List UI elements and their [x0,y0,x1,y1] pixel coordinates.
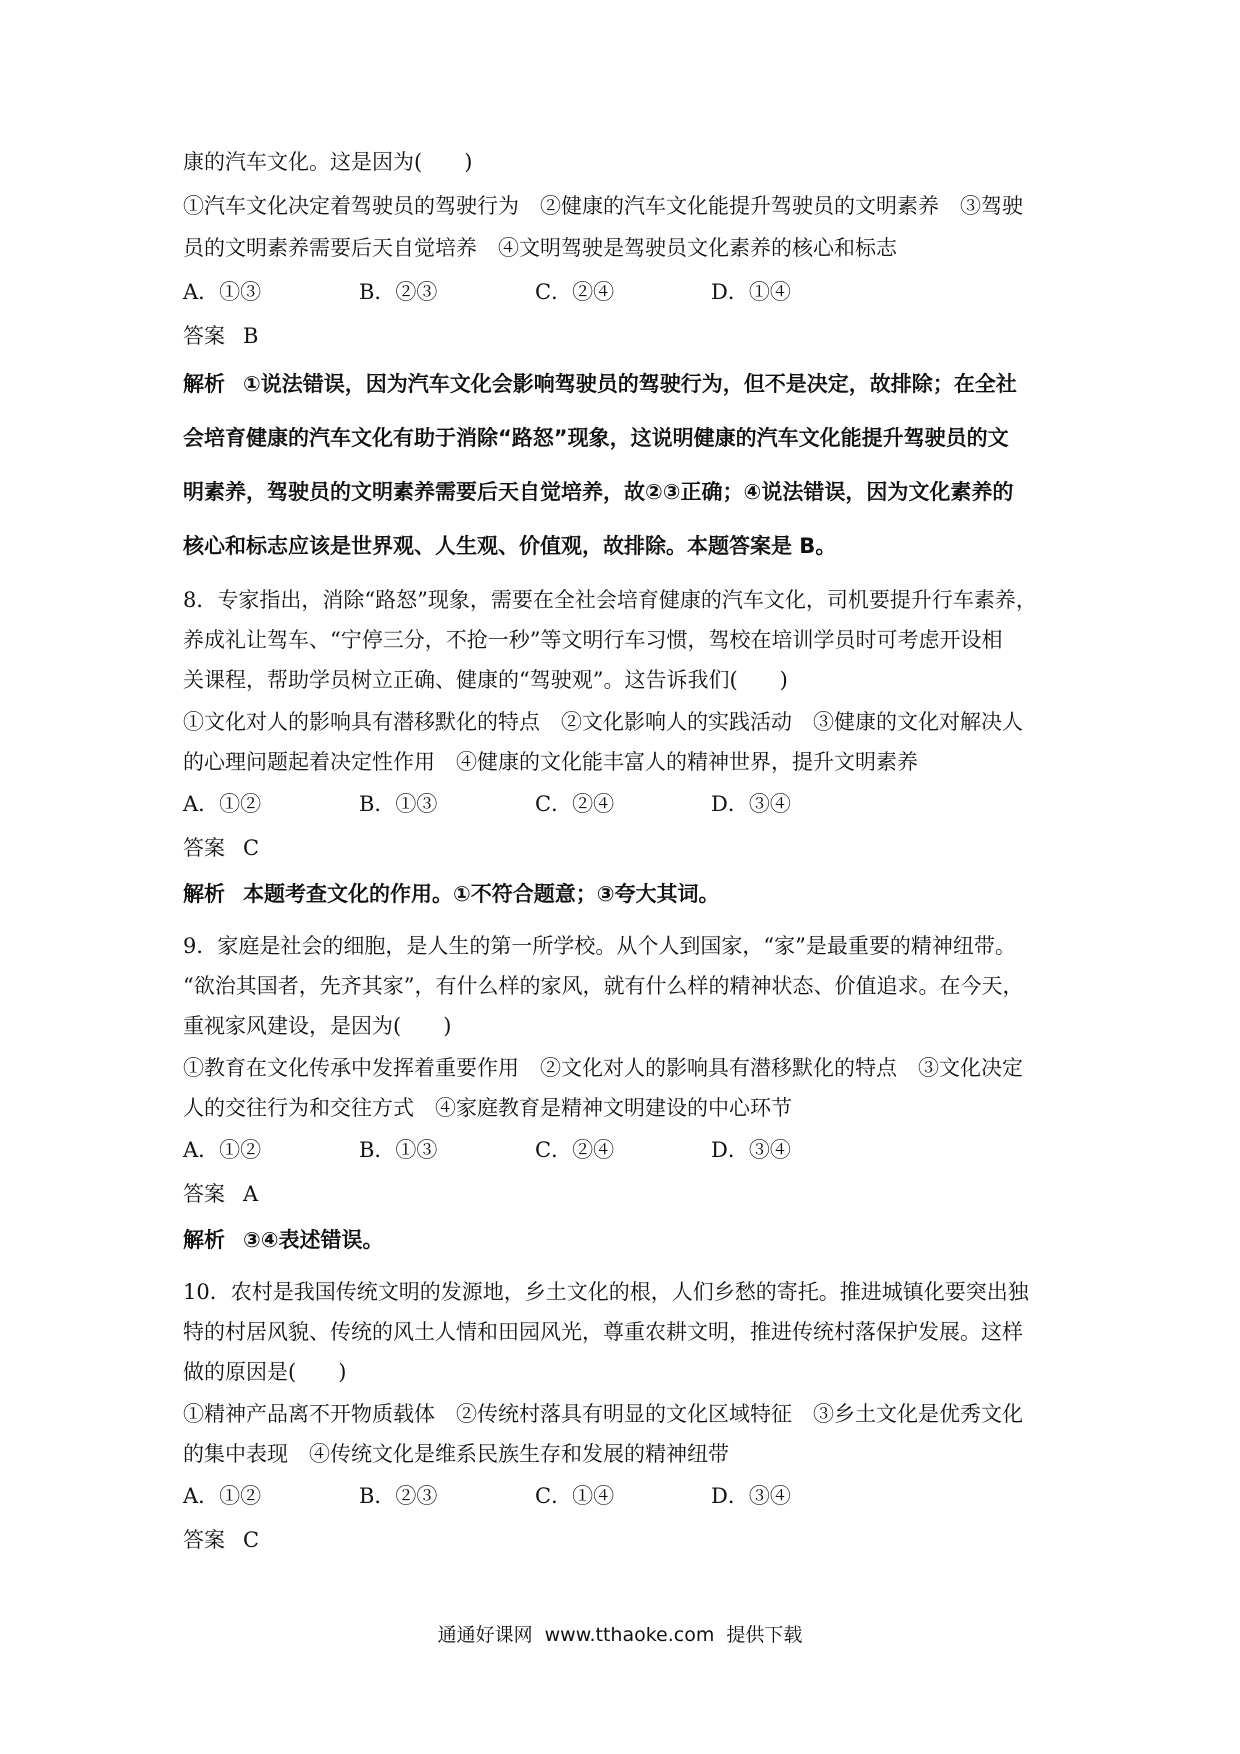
q8-choices-line-1: ①文化对人的影响具有潜移默化的特点 ②文化影响人的实践活动 ③健康的文化对解决人 [183,710,1023,734]
q7-option-a: A．①③ [183,280,262,304]
q8-answer [183,834,259,862]
q10-stem-line-1: 10．农村是我国传统文明的发源地，乡土文化的根，人们乡愁的寄托。推进城镇化要突出独 [183,1280,1029,1304]
q7-choices-line-1: ①汽车文化决定着驾驶员的驾驶行为 ②健康的汽车文化能提升驾驶员的文明素养 ③驾驶 [183,194,1023,218]
q7-answer-label: 答案 [183,324,225,348]
q7-analysis-line-1 [183,370,1017,398]
q9-option-c: C．②④ [535,1138,615,1162]
q10-choices-line-1: ①精神产品离不开物质载体 ②传统村落具有明显的文化区域特征 ③乡土文化是优秀文化 [183,1402,1023,1426]
q8-analysis-text: 本题考查文化的作用。①不符合题意；③夸大其词。 [243,882,720,906]
q9-answer [183,1180,258,1208]
q9-analysis-text: ③④表述错误。 [243,1228,384,1252]
q8-analysis-label: 解析 [183,882,225,906]
q8-choices-line-2: 的心理问题起着决定性作用 ④健康的文化能丰富人的精神世界，提升文明素养 [183,750,918,774]
q8-stem-line-2: 养成礼让驾车、“宁停三分，不抢一秒”等文明行车习惯，驾校在培训学员时可考虑开设相 [183,628,1003,652]
q7-analysis-line-4: 核心和标志应该是世界观、人生观、价值观，故排除。本题答案是 B。 [183,534,837,558]
q7-answer-value: B [243,324,259,348]
q7-options [183,278,887,306]
q9-stem-line-3: 重视家风建设，是因为( ) [183,1014,452,1038]
q9-answer-value: A [243,1182,259,1206]
q10-answer-value: C [243,1528,260,1552]
q10-stem-line-2: 特的村居风貌、传统的风土人情和田园风光，尊重农耕文明，推进传统村落保护发展。这样 [183,1320,1023,1344]
q9-choices-line-2: 人的交往行为和交往方式 ④家庭教育是精神文明建设的中心环节 [183,1096,792,1120]
q10-options [183,1482,887,1510]
q8-option-d: D．③④ [711,792,791,816]
q9-analysis-label: 解析 [183,1228,225,1252]
q7-option-d: D．①④ [711,280,791,304]
q9-option-b: B．①③ [359,1138,438,1162]
q7-analysis-label: 解析 [183,372,225,396]
q10-answer [183,1526,259,1554]
q10-choices-line-2: 的集中表现 ④传统文化是维系民族生存和发展的精神纽带 [183,1442,729,1466]
q9-answer-label: 答案 [183,1182,225,1206]
q10-option-c: C．①④ [535,1484,615,1508]
q7-analysis-line-3: 明素养，驾驶员的文明素养需要后天自觉培养，故②③正确；④说法错误，因为文化素养的 [183,480,1014,504]
q10-answer-label: 答案 [183,1528,225,1552]
q7-option-b: B．②③ [359,280,438,304]
q9-stem-line-1: 9．家庭是社会的细胞，是人生的第一所学校。从个人到国家，“家”是最重要的精神纽带。 [183,934,1016,958]
q9-option-d: D．③④ [711,1138,791,1162]
page-footer [0,1620,1240,1647]
q10-option-d: D．③④ [711,1484,791,1508]
q8-stem-line-1: 8．专家指出，消除“路怒”现象，需要在全社会培育健康的汽车文化，司机要提升行车素养， [183,588,1037,612]
q8-option-c: C．②④ [535,792,615,816]
q9-options [183,1136,887,1164]
q8-options [183,790,887,818]
q7-analysis-line-2: 会培育健康的汽车文化有助于消除“路怒”现象，这说明健康的汽车文化能提升驾驶员的文 [183,426,1009,450]
q8-answer-value: C [243,836,260,860]
footer-url[interactable]: www.tthaoke.com [544,1624,715,1646]
q7-analysis-text-1: ①说法错误，因为汽车文化会影响驾驶员的驾驶行为，但不是决定，故排除；在全社 [243,372,1017,396]
q7-stem-tail: 康的汽车文化。这是因为( ) [183,150,473,174]
q10-option-a: A．①② [183,1484,262,1508]
q9-analysis [183,1226,384,1254]
q7-answer [183,322,258,350]
q9-stem-line-2: “欲治其国者，先齐其家”，有什么样的家风，就有什么样的精神状态、价值追求。在今天， [183,974,1024,998]
q8-answer-label: 答案 [183,836,225,860]
q7-option-c: C．②④ [535,280,615,304]
q10-option-b: B．②③ [359,1484,438,1508]
q10-stem-line-3: 做的原因是( ) [183,1360,347,1384]
q7-choices-line-2: 员的文明素养需要后天自觉培养 ④文明驾驶是驾驶员文化素养的核心和标志 [183,236,897,260]
q9-choices-line-1: ①教育在文化传承中发挥着重要作用 ②文化对人的影响具有潜移默化的特点 ③文化决定 [183,1056,1023,1080]
q9-option-a: A．①② [183,1138,262,1162]
q8-option-b: B．①③ [359,792,438,816]
footer-site-name: 通通好课网 [437,1624,533,1646]
q8-stem-line-3: 关课程，帮助学员树立正确、健康的“驾驶观”。这告诉我们( ) [183,668,788,692]
q8-analysis [183,880,720,908]
footer-note: 提供下载 [726,1624,803,1646]
q8-option-a: A．①② [183,792,262,816]
